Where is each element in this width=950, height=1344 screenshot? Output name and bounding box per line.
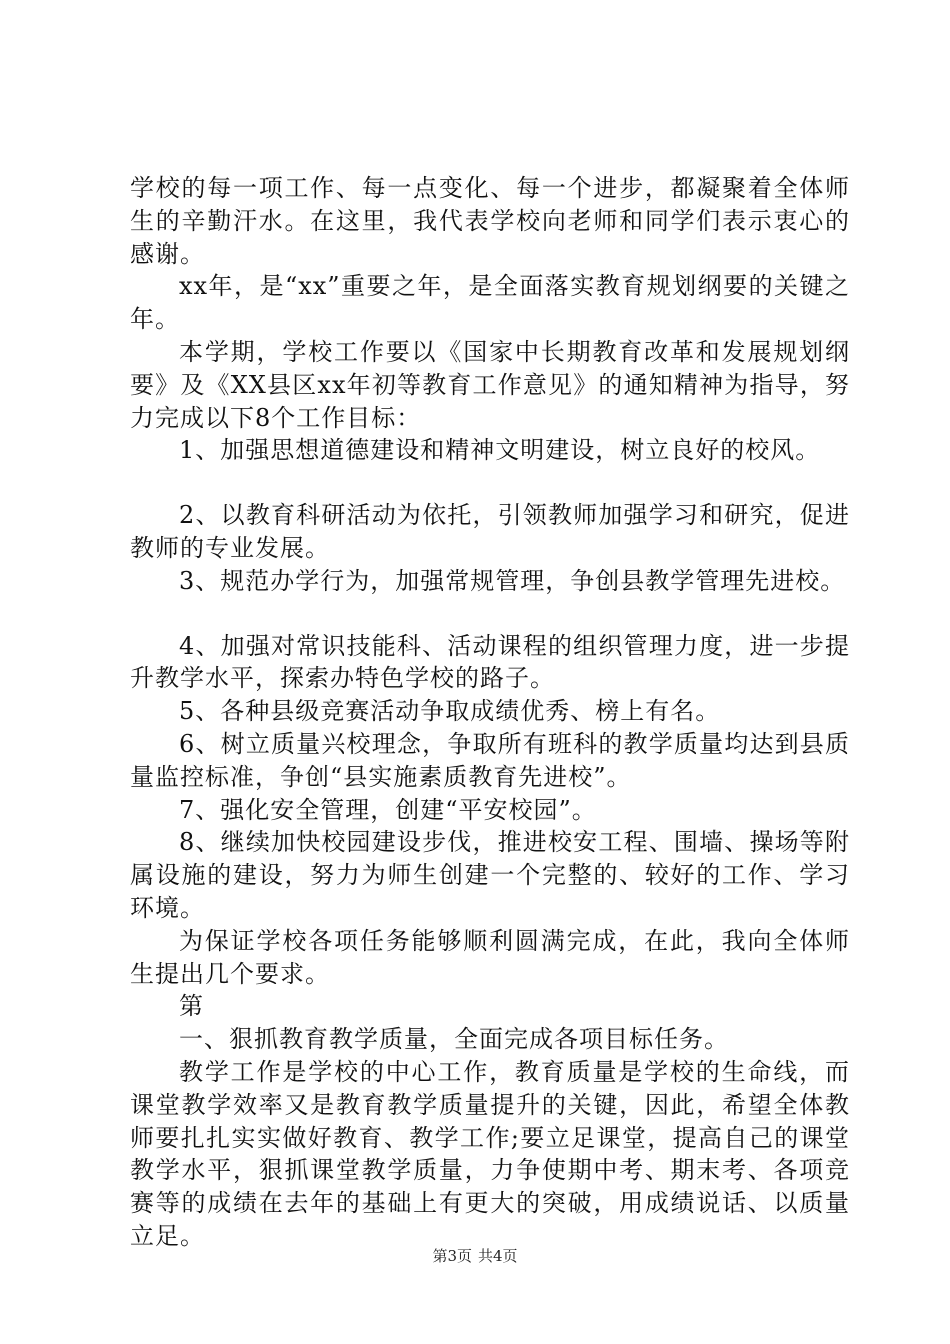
goal-item-5: 5、各种县级竞赛活动争取成绩优秀、榜上有名。 bbox=[179, 697, 721, 726]
document-body bbox=[130, 172, 850, 1253]
goal-item-1: 1、加强思想道德建设和精神文明建设，树立良好的校风。 bbox=[179, 436, 821, 465]
section-heading-quality: 一、狠抓教育教学质量，全面完成各项目标任务。 bbox=[179, 1025, 729, 1054]
goal-item-4: 4、加强对常识技能科、活动课程的组织管理力度，进一步提升教学水平，探索办特色学校的路子。 bbox=[130, 631, 850, 693]
paragraph-thanks: 学校的每一项工作、每一点变化、每一个进步，都凝聚着全体师生的辛勤汗水。在这里，我代表学校向老师和同学们表示衷心的感谢。 bbox=[130, 174, 850, 268]
paragraph-semester-goals: 本学期，学校工作要以《国家中长期教育改革和发展规划纲要》及《XX县区xx年初等教育工作意见》的通知精神为指导，努力完成以下8个工作目标： bbox=[130, 337, 850, 432]
paragraph-key-year: xx年，是“xx”重要之年，是全面落实教育规划纲要的关键之年。 bbox=[130, 272, 850, 334]
goal-item-8: 8、继续加快校园建设步伐，推进校安工程、围墙、操场等附属设施的建设，努力为师生创建一个完整的、较好的工作、学习环境。 bbox=[130, 828, 850, 922]
goal-item-6: 6、树立质量兴校理念，争取所有班科的教学质量均达到县质量监控标准，争创“县实施素质教育先进校”。 bbox=[130, 729, 850, 791]
page-footer bbox=[0, 1246, 950, 1266]
page-number: 第3页 bbox=[432, 1247, 472, 1265]
paragraph-ordinal: 第 bbox=[179, 992, 204, 1021]
goal-item-7: 7、强化安全管理，创建“平安校园”。 bbox=[179, 795, 597, 824]
paragraph-teaching-quality: 教学工作是学校的中心工作，教育质量是学校的生命线，而课堂教学效率又是教育教学质量提升的关键，因此，希望全体教师要扎扎实实做好教育、教学工作;要立足课堂，提高自己的课堂教学水平，狠抓课堂教学质量，力争使期中考、期末考、各项竞赛等的成绩在去年的基础上有更大的突破，用成绩说话、以质量立足。 bbox=[130, 1057, 850, 1250]
paragraph-requirements-intro: 为保证学校各项任务能够顺利圆满完成，在此，我向全体师生提出几个要求。 bbox=[130, 926, 850, 988]
goal-item-2: 2、以教育科研活动为依托，引领教师加强学习和研究，促进教师的专业发展。 bbox=[130, 501, 850, 562]
goal-item-3: 3、规范办学行为，加强常规管理，争创县教学管理先进校。 bbox=[179, 566, 846, 595]
page-total: 共4页 bbox=[478, 1247, 518, 1265]
